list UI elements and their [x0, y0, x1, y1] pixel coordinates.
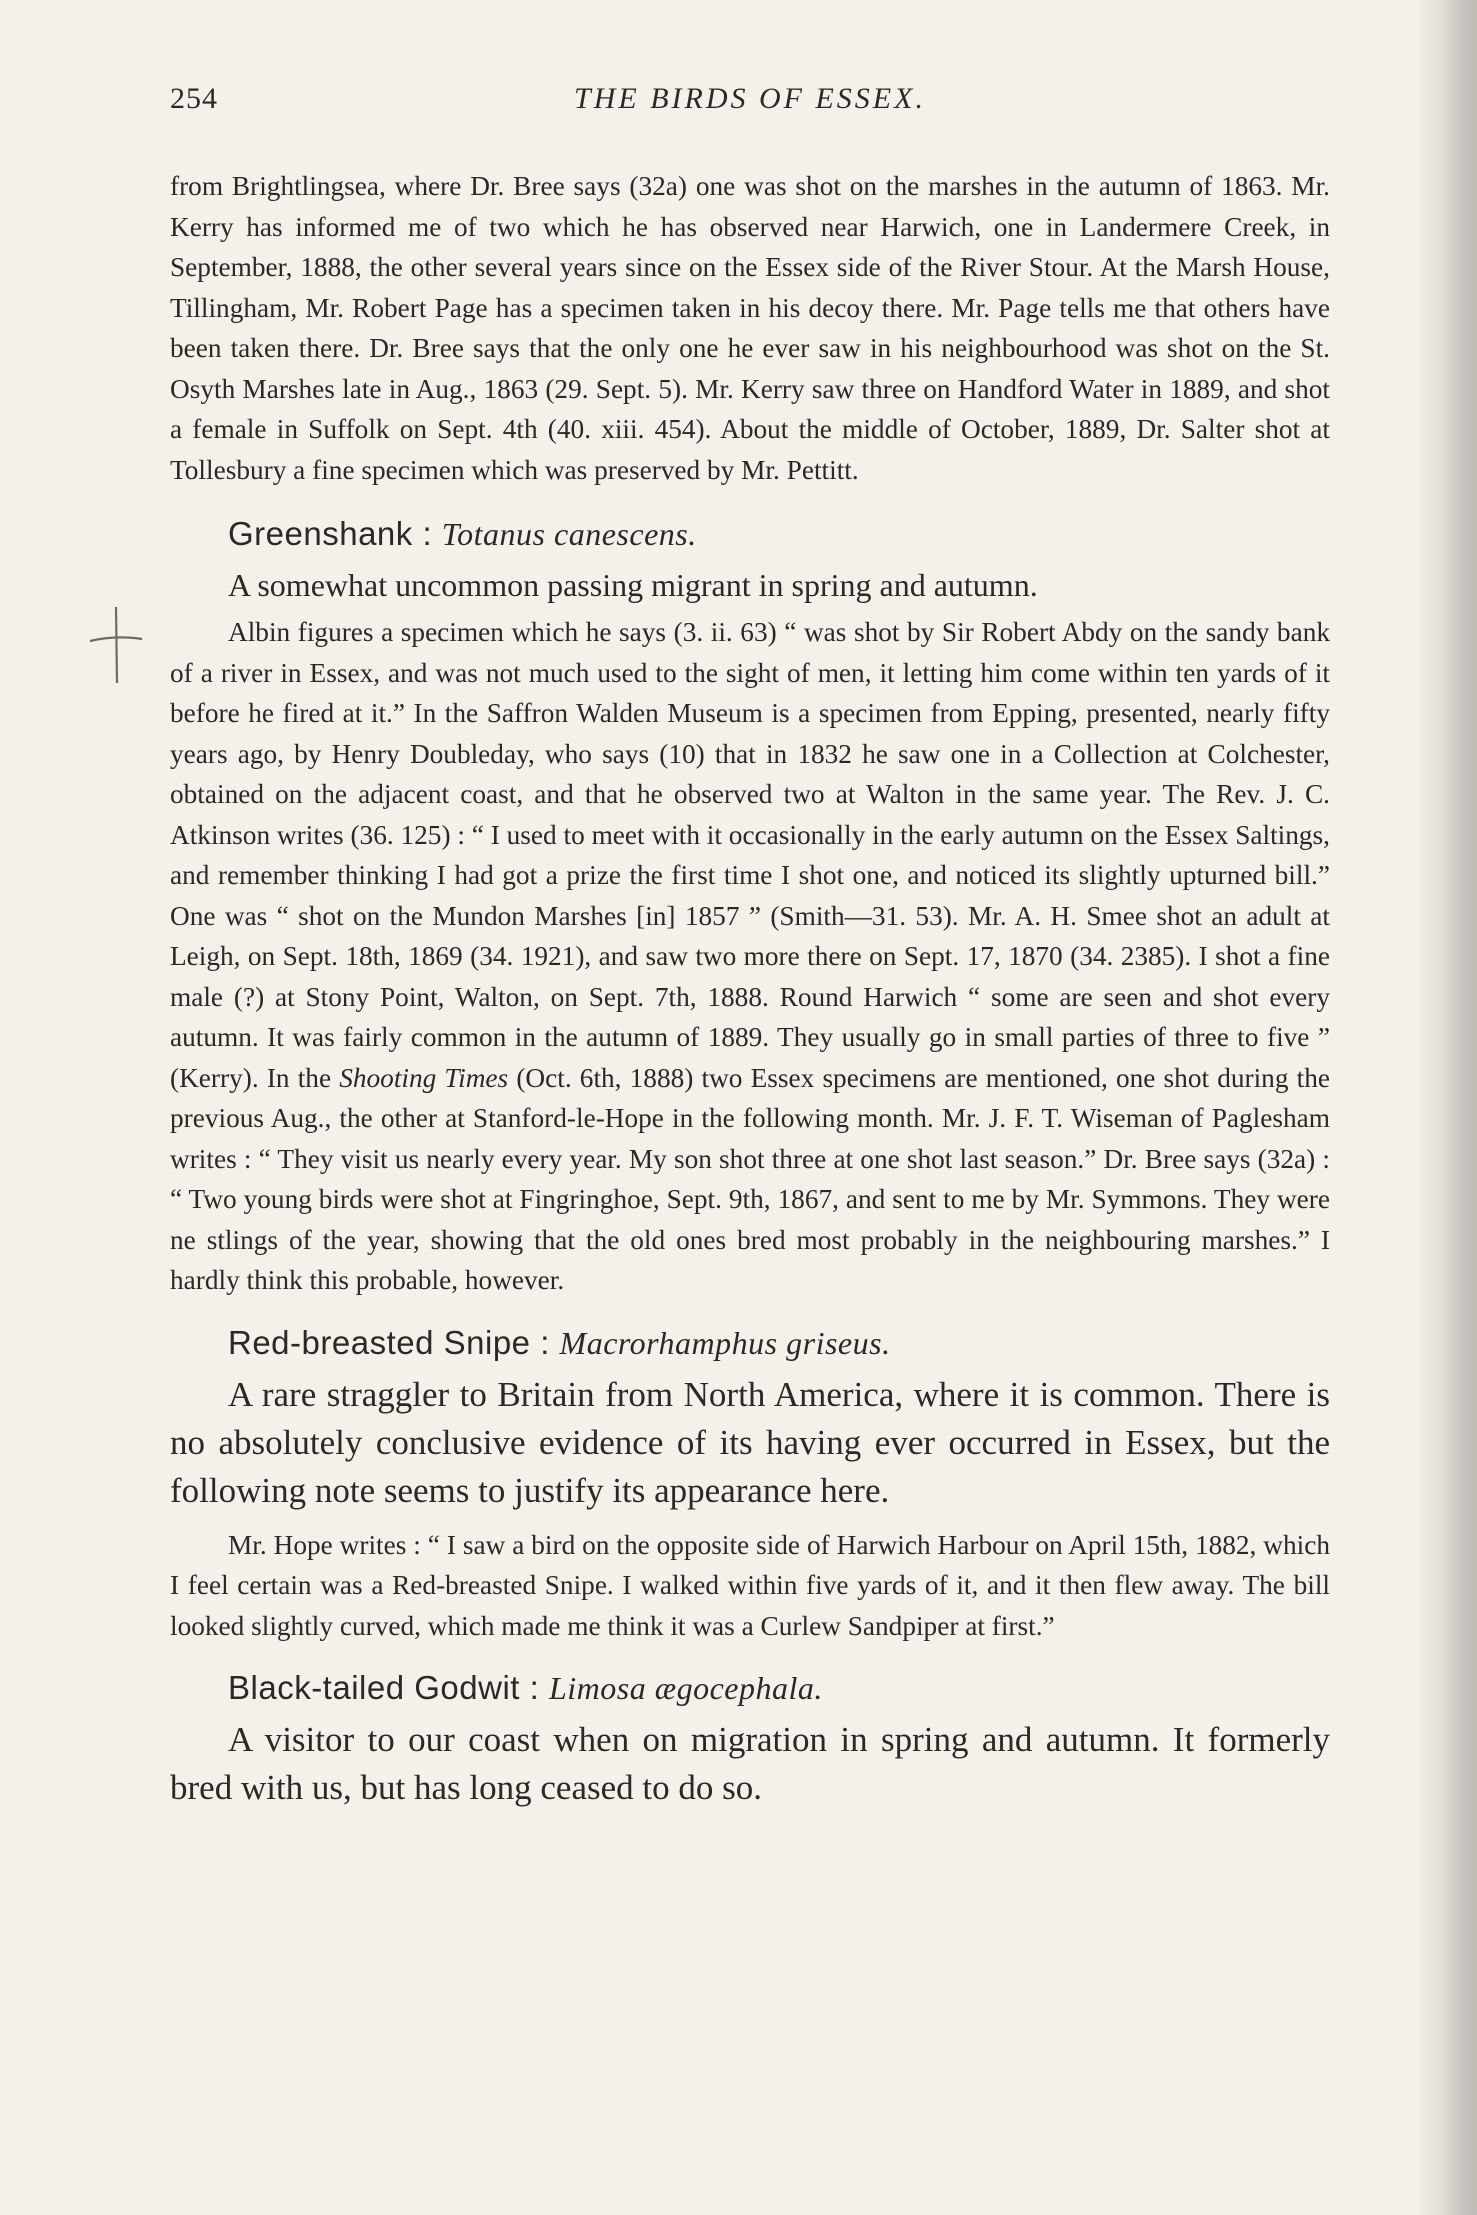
heading-separator: :	[530, 1323, 560, 1361]
black-tailed-godwit-heading	[228, 1664, 1330, 1712]
heading-separator: :	[519, 1669, 549, 1706]
godwit-summary: A visitor to our coast when on migration in spring and autumn. It formerly bred with us, but has long ceased to do so.	[170, 1720, 1330, 1807]
greenshank-body-part1: Albin figures a specimen which he says (3. ii. 63) “ was shot by Sir Robert Abdy on the sandy bank of a river in Essex, and was not much used to the sight of men, it letting him come within ten yards of it before he fired at it.” In the Saffron Walden Museum is a specimen from Epping, presented, nearly fifty years ago, by Henry Doubleday, who says (10) that in 1832 he saw one in a Collection at Colchester, obtained on the adjacent coast, and that he observed two at Walton in the same year. The Rev. J. C. Atkinson writes (36. 125) : “ I used to meet with it occasionally in the early autumn on the Essex Saltings, and remember thinking I had got a prize the first time I shot one, and noticed its slightly upturned bill.” One was “ shot on the Mundon Marshes [in] 1857 ” (Smith—31. 53). Mr. A. H. Smee shot an adult at Leigh, on Sept. 18th, 1869 (34. 1921), and saw two more there on Sept. 17, 1870 (34. 2385). I shot a fine male (?) at Stony Point, Walton, on Sept. 7th, 1888. Round Harwich “ some are seen and shot every autumn. It was fairly common in the autumn of 1889. They usually go in small parties of three to five ” (Kerry). In the	[170, 617, 1330, 1093]
snipe-latin-name: Macrorhamphus griseus.	[559, 1324, 891, 1361]
heading-separator: :	[412, 515, 442, 552]
running-title: THE BIRDS OF ESSEX.	[574, 82, 926, 115]
snipe-body: Mr. Hope writes : “ I saw a bird on the opposite side of Harwich Harbour on April 15th, 1882, which I feel certain was a Red-breasted Snipe. I walked within five yards of it, and it then flew away. The bill looked slightly curved, which made me think it was a Curlew Sandpiper at first.”	[170, 1529, 1330, 1641]
page-number: 254	[170, 82, 218, 115]
continuation-paragraph: from Brightlingsea, where Dr. Bree says (32a) one was shot on the marshes in the autumn of 1863. Mr. Kerry has informed me of two which he has observed near Harwich, one in Landermere Creek, in September, 1888, the other several years since on the Essex side of the River Stour. At the Marsh House, Tillingham, Mr. Robert Page has a specimen taken in his decoy there. Mr. Page tells me that others have been taken there. Dr. Bree says that the only one he ever saw in his neighbourhood was shot on the St. Osyth Marshes late in Aug., 1863 (29. Sept. 5). Mr. Kerry saw three on Handford Water in 1889, and shot a female in Suffolk on Sept. 4th (40. xiii. 454). About the middle of October, 1889, Dr. Salter shot at Tollesbury a fine specimen which was preserved by Mr. Pettitt.	[170, 171, 1330, 485]
snipe-common-name: Red-breasted Snipe	[228, 1323, 531, 1361]
greenshank-common-name: Greenshank	[228, 515, 413, 552]
greenshank-body-part2: (Oct. 6th, 1888) two Essex specimens are mentioned, one shot during the previous Aug., the other at Stanford-le-Hope in the following month. Mr. J. F. T. Wiseman of Paglesham writes : “ They visit us nearly every year. My son shot three at one shot last season.” Dr. Bree says (32a) : “ Two young birds were shot at Fingringhoe, Sept. 9th, 1867, and sent to me by Mr. Symmons. They were ne stlings of the year, showing that the old ones bred most probably in the neighbouring marshes.” I hardly think this probable, however.	[170, 1062, 1330, 1295]
greenshank-summary: A somewhat uncommon passing migrant in spring and autumn.	[228, 567, 1038, 603]
pencil-cross-mark	[86, 605, 146, 685]
godwit-latin-name: Limosa ægocephala.	[548, 1670, 823, 1706]
greenshank-heading	[228, 510, 1330, 558]
shooting-times-title: Shooting Times	[339, 1062, 509, 1093]
snipe-summary: A rare straggler to Britain from North America, where it is common. There is no absolutely conclusive evidence of its having ever occurred in Essex, but the following note seems to justify its appearance here.	[170, 1374, 1330, 1510]
greenshank-body	[170, 612, 1330, 1301]
red-breasted-snipe-heading	[228, 1319, 1330, 1367]
book-page	[170, 82, 1330, 1822]
godwit-common-name: Black-tailed Godwit	[228, 1669, 520, 1706]
greenshank-latin-name: Totanus canescens.	[441, 516, 697, 552]
running-head	[170, 82, 1330, 128]
book-gutter-shadow	[1419, 0, 1477, 2215]
